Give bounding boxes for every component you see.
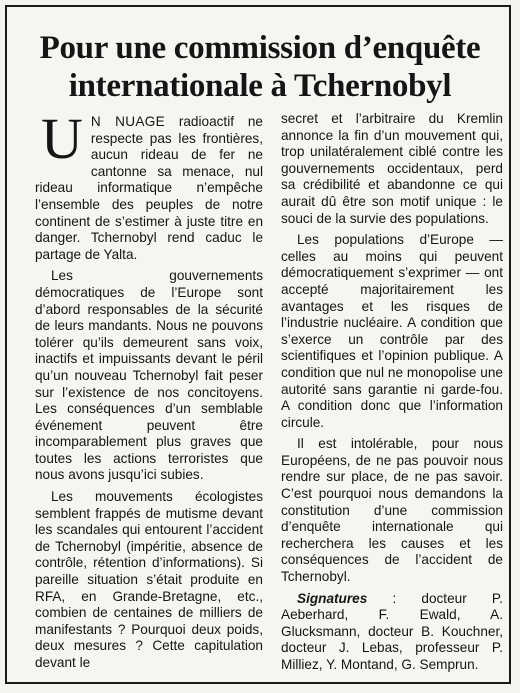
- paragraph-5: Il est intolérable, pour nous Européens, de ne pas pouvoir nous rendre sur place, de ne pas savoir. C’est pourquoi nous demandons la constitution d’une commission d’enquête internationale qui recherchera les causes et les conséquences de l’accident de Tchernobyl.: [281, 436, 503, 585]
- right-column: [281, 111, 503, 679]
- signatures: [281, 591, 503, 674]
- signatures-names: : docteur P. Aeberhard, F. Ewald, A. Glucksmann, docteur B. Kouchner, docteur J. Lebas, professeur P. Milliez, Y. Montand, G. Semprun.: [281, 590, 503, 672]
- drop-cap: U: [41, 106, 83, 171]
- paragraph-1-lead: N NUAGE: [90, 114, 165, 129]
- paragraph-3-continued: secret et l’arbitraire du Kremlin annonce la fin d’un mouvement qui, trop unilatéralement ciblé contre les gouvernements occidentaux, perd sa crédibilité et abandonne ce qui aurait dû être son motif unique : le souci de la survie des populations.: [281, 111, 503, 226]
- paragraph-1-body: radioactif ne respecte pas les frontières, aucun rideau de fer ne cantonne sa menace, nul rideau informatique n’empêche l’ensemble des peuples de notre continent de s’estimer à juste titre en danger. Tchernobyl rend caduc le partage de Yalta.: [35, 114, 263, 262]
- paragraph-2: Les gouvernements démocratiques de l’Europe sont d’abord responsables de la sécurité de leurs mandants. Nous ne pouvons tolérer qu’ils demeurent sans voix, inactifs et impuissants devant le péril qu’un nouveau Tchernobyl fait peser sur l’existence de nos concitoyens. Les conséquences d’un semblable événement peuvent être incomparablement plus graves que toutes les actions terroristes que nous avons jusqu’ici subies.: [35, 268, 263, 483]
- title-line-1: Pour une commission d’enquête: [39, 30, 481, 66]
- article-frame: [5, 5, 511, 684]
- signatures-label: Signatures: [297, 590, 368, 606]
- article-title: [7, 29, 513, 105]
- title-line-2: internationale à Tchernobyl: [68, 68, 452, 104]
- paragraph-3: Les mouvements écologistes semblent frappés de mutisme devant les scandales qui entourent l’accident de Tchernobyl (impéritie, absence de contrôle, rétention d’informations). Si pareille situation s’était produite en RFA, en Grande-Bretagne, etc., combien de centaines de milliers de manifestants ? Pourquoi deux poids, deux mesures ? Cette capitulation devant le: [35, 489, 263, 670]
- left-column: [35, 106, 263, 677]
- paragraph-4: Les populations d’Europe — celles au moins qui peuvent démocratiquement s’exprimer — ont accepté majoritairement les avantages et les risques de l’industrie nucléaire. A condition que s’exerce un contrôle par des scientifiques et l’opinion publique. A condition que nul ne monopolise une autorité sans garantie ni garde-fou. A condition donc que l’information circule.: [281, 232, 503, 430]
- paragraph-1: [35, 106, 263, 263]
